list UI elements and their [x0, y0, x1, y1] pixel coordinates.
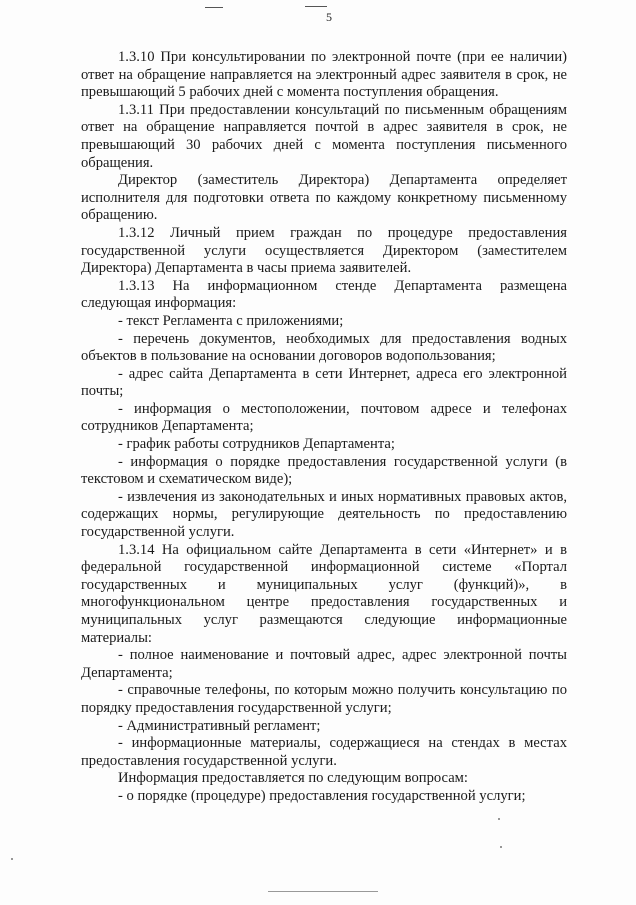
scan-speck: [498, 818, 500, 820]
paragraph-1-3-10: 1.3.10 При консультировании по электронной почте (при ее наличии) ответ на обращение направляется на электронный адрес заявителя в срок, не превышающий 5 рабочих дней с момента поступления обращения.: [81, 49, 567, 101]
scan-mark: [268, 891, 378, 892]
list-item: - перечень документов, необходимых для предоставления водных объектов в пользование на основании договоров водопользования;: [81, 330, 567, 365]
list-item: - Административный регламент;: [118, 717, 321, 734]
list-item: - график работы сотрудников Департамента;: [118, 436, 395, 453]
body-text: [81, 49, 567, 806]
paragraph-director: Директор (заместитель Директора) Департамента определяет исполнителя для подготовки ответа по каждому конкретному письменному обращению.: [81, 172, 567, 224]
paragraph-1-3-13: 1.3.13 На информационном стенде Департамента размещена следующая информация:: [81, 277, 567, 312]
list-item: - извлечения из законодательных и иных нормативных правовых актов, содержащих нормы, регулирующие деятельность по предоставлению государственной услуги.: [81, 488, 567, 541]
list-item: - справочные телефоны, по которым можно получить консультацию по порядку предоставления государственной услуги;: [81, 682, 567, 716]
paragraph-info-questions: Информация предоставляется по следующим вопросам:: [118, 770, 468, 787]
list-item: - о порядке (процедуре) предоставления государственной услуги;: [118, 787, 526, 804]
list-item: - адрес сайта Департамента в сети Интернет, адреса его электронной почты;: [81, 365, 567, 400]
list-item: - текст Регламента с приложениями;: [118, 312, 344, 329]
paragraph-1-3-11: 1.3.11 При предоставлении консультаций по письменным обращениям ответ на обращение направляется почтой в адрес заявителя в срок, не превышающий 30 рабочих дней с момента поступления письменного обращения.: [81, 101, 567, 171]
list-item: - информация о местоположении, почтовом адресе и телефонах сотрудников Департамента;: [81, 400, 567, 435]
list-item: - информация о порядке предоставления государственной услуги (в текстовом и схематическом виде);: [81, 453, 567, 488]
scan-mark: [305, 6, 327, 7]
scan-speck: [11, 858, 13, 860]
scan-mark: [205, 7, 223, 8]
paragraph-1-3-14: 1.3.14 На официальном сайте Департамента в сети «Интернет» и в федеральной государственной информационной системе «Портал государственных и муниципальных услуг (функций)», в многофункциональном центре предоставления государственных и муниципальных услуг размещаются следующие информационные материалы:: [81, 541, 567, 646]
paragraph-1-3-12: 1.3.12 Личный прием граждан по процедуре предоставления государственной услуги осуществляется Директором (заместителем Директора) Департамента в часы приема заявителей.: [81, 224, 567, 277]
list-item: - полное наименование и почтовый адрес, адрес электронной почты Департамента;: [81, 647, 567, 681]
page-number: 5: [326, 10, 332, 24]
list-item: - информационные материалы, содержащиеся на стендах в местах предоставления государственной услуги.: [81, 735, 567, 769]
scan-speck: [500, 846, 502, 848]
